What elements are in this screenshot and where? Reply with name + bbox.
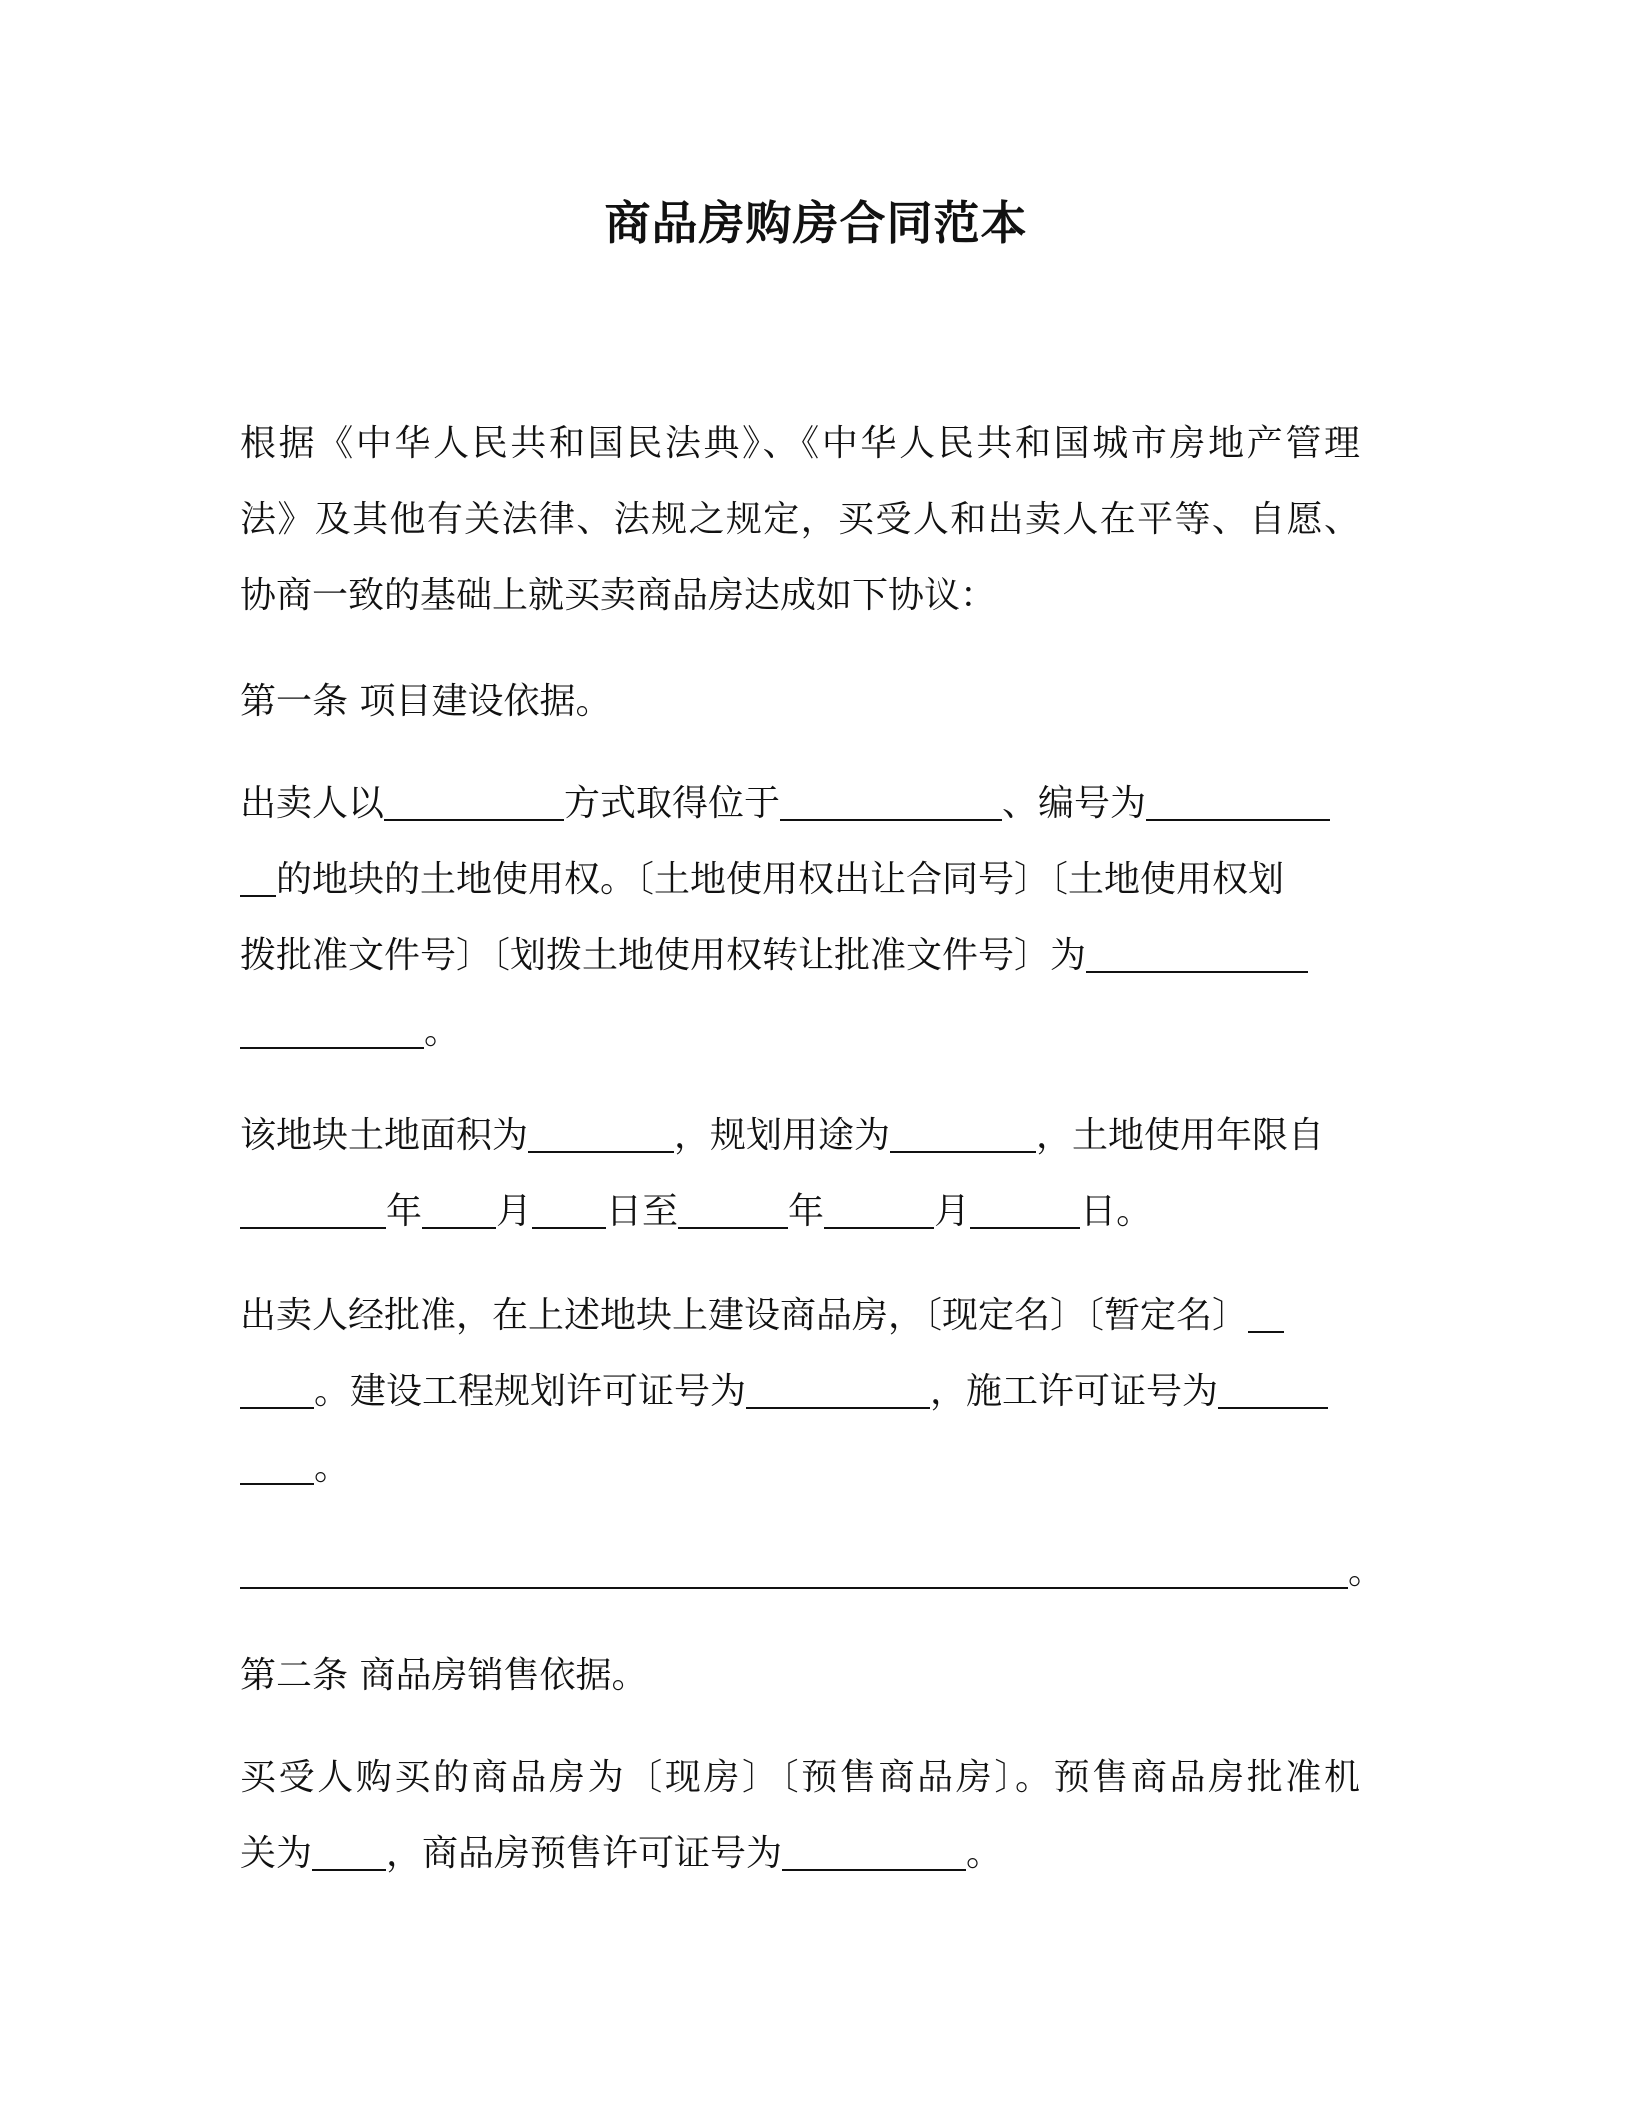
- article-1-para-3-line-1: [240, 1290, 1360, 1342]
- text-segment: 。: [1348, 1551, 1385, 1592]
- fill-blank-planning-permit: [746, 1371, 930, 1409]
- fill-blank-land-use: [890, 1115, 1036, 1153]
- fill-blank-end-month: [824, 1191, 934, 1229]
- document-title: 商品房购房合同范本: [604, 196, 1028, 250]
- text-segment: 月: [934, 1191, 971, 1232]
- text-segment: 日至: [606, 1191, 679, 1232]
- article-1-para-2-line-2: [240, 1186, 1360, 1238]
- fill-blank-plot-number-cont: [240, 859, 276, 897]
- preamble-line-1: 根据《中华人民共和国民法典》、《中华人民共和国城市房地产管理: [240, 423, 1360, 464]
- text-segment: 关为: [240, 1833, 313, 1874]
- fill-blank-start-year: [240, 1191, 386, 1229]
- text-segment: 。: [424, 1011, 461, 1052]
- fill-blank-method: [384, 783, 564, 821]
- text-segment: 年: [386, 1191, 423, 1232]
- text-segment: 方式取得位于: [564, 783, 781, 824]
- fill-blank-project-name: [1248, 1295, 1284, 1333]
- text-segment: 、编号为: [1002, 783, 1147, 824]
- fill-blank-contract-number: [1086, 935, 1308, 973]
- article-1-para-3-line-2: [240, 1366, 1360, 1418]
- preamble-line-2: 法》及其他有关法律、法规之规定，买受人和出卖人在平等、自愿、: [240, 499, 1360, 540]
- fill-blank-full-line: [240, 1551, 1348, 1589]
- fill-blank-contract-number-cont: [240, 1011, 424, 1049]
- article-2-para-1-line-2: [240, 1828, 1360, 1880]
- fill-blank-start-day: [532, 1191, 606, 1229]
- article-2-para-1-line-1: 买受人购买的商品房为〔现房〕〔预售商品房〕。预售商品房批准机: [240, 1757, 1360, 1798]
- fill-blank-project-name-cont: [240, 1371, 314, 1409]
- fill-blank-approval-authority: [312, 1833, 386, 1871]
- text-segment: 。建设工程规划许可证号为: [314, 1371, 747, 1412]
- text-segment: 月: [496, 1191, 533, 1232]
- article-1-para-1-line-3: [240, 930, 1360, 982]
- fill-blank-plot-number: [1146, 783, 1330, 821]
- article-2-heading: 第二条 商品房销售依据。: [240, 1655, 648, 1696]
- fill-blank-land-area: [528, 1115, 674, 1153]
- fill-blank-end-day: [970, 1191, 1080, 1229]
- fill-blank-start-month: [422, 1191, 496, 1229]
- text-segment: ，商品房预售许可证号为: [386, 1833, 783, 1874]
- text-segment: 的地块的土地使用权。〔土地使用权出让合同号〕〔土地使用权划: [276, 859, 1285, 900]
- text-segment: 。: [966, 1833, 1003, 1874]
- text-segment: 年: [788, 1191, 825, 1232]
- article-1-para-3-line-3: [240, 1442, 1360, 1494]
- text-segment: 拨批准文件号〕〔划拨土地使用权转让批准文件号〕为: [240, 935, 1087, 976]
- text-segment: ，施工许可证号为: [930, 1371, 1219, 1412]
- fill-blank-construction-permit: [1218, 1371, 1328, 1409]
- article-1-para-4: [240, 1546, 1385, 1598]
- preamble-line-3: 协商一致的基础上就买卖商品房达成如下协议：: [240, 575, 997, 616]
- article-1-para-1-line-2: [240, 854, 1360, 906]
- text-segment: ，土地使用年限自: [1036, 1115, 1325, 1156]
- fill-blank-end-year: [678, 1191, 788, 1229]
- article-1-para-1-line-4: [240, 1006, 1360, 1058]
- text-segment: 出卖人以: [240, 783, 385, 824]
- text-segment: 该地块土地面积为: [240, 1115, 529, 1156]
- article-1-heading: 第一条 项目建设依据。: [240, 681, 612, 722]
- article-1-para-2-line-1: [240, 1110, 1360, 1162]
- fill-blank-construction-permit-cont: [240, 1447, 314, 1485]
- text-segment: ，规划用途为: [674, 1115, 891, 1156]
- text-segment: 日。: [1080, 1191, 1153, 1232]
- text-segment: 。: [314, 1447, 351, 1488]
- article-1-para-1-line-1: [240, 778, 1360, 830]
- text-segment: 出卖人经批准，在上述地块上建设商品房，〔现定名〕〔暂定名〕: [240, 1295, 1249, 1336]
- fill-blank-presale-permit: [782, 1833, 966, 1871]
- fill-blank-location: [780, 783, 1002, 821]
